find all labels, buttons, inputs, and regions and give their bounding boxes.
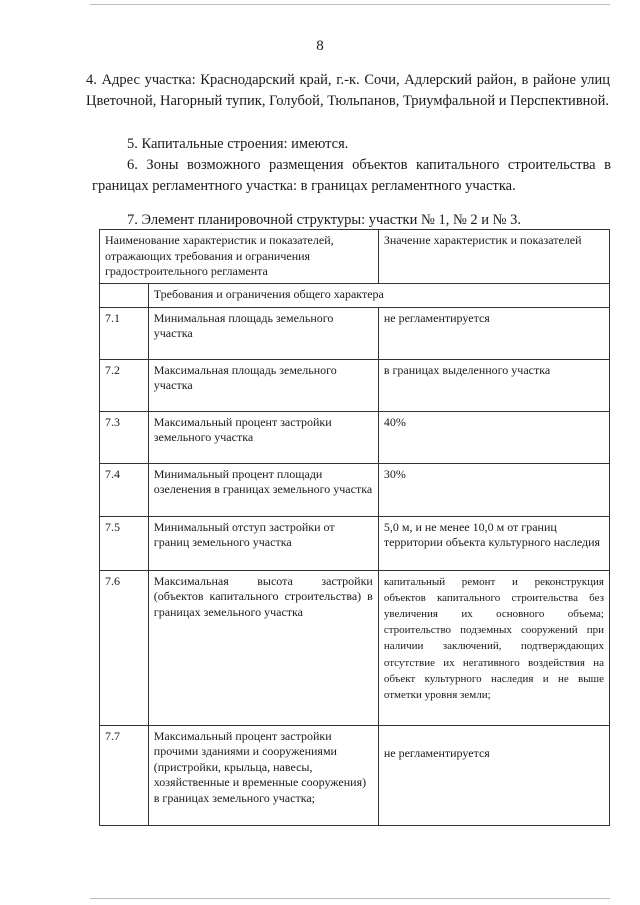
table-row [100, 725, 610, 825]
page-number: 8 [316, 38, 324, 54]
row-number: 7.6 [100, 570, 149, 725]
row-value: 30% [378, 463, 609, 516]
row-value: 40% [378, 411, 609, 463]
section-blank-cell [100, 283, 149, 307]
row-number: 7.3 [100, 411, 149, 463]
table-row [100, 359, 610, 411]
item-7-planning-element: 7. Элемент планировочной структуры: участки № 1, № 2 и № 3. [127, 212, 521, 228]
row-number: 7.5 [100, 516, 149, 570]
row-number: 7.7 [100, 725, 149, 825]
row-name: Минимальная площадь земельного участка [148, 307, 378, 359]
item-5-buildings: 5. Капитальные строения: имеются. [127, 136, 349, 152]
header-value-cell: Значение характеристик и показателей [378, 230, 609, 284]
header-name-cell: Наименование характеристик и показателей, отражающих требования и ограничения градостроительного регламента [100, 230, 379, 284]
table-header-row [100, 230, 610, 284]
row-value: 5,0 м, и не менее 10,0 м от границ территории объекта культурного наследия [378, 516, 609, 570]
section-title: Требования и ограничения общего характера [148, 283, 609, 307]
row-value: не регламентируется [378, 307, 609, 359]
regulation-table [99, 229, 610, 826]
table-row [100, 463, 610, 516]
row-number: 7.4 [100, 463, 149, 516]
table-row [100, 411, 610, 463]
row-name: Максимальная высота застройки (объектов капитального строительства) в границах земельного участка [148, 570, 378, 725]
scan-edge-top [90, 4, 610, 5]
row-name: Максимальный процент застройки земельного участка [148, 411, 378, 463]
row-number: 7.1 [100, 307, 149, 359]
row-name: Минимальный процент площади озеленения в границах земельного участка [148, 463, 378, 516]
row-name: Максимальная площадь земельного участка [148, 359, 378, 411]
section-row [100, 283, 610, 307]
table-row [100, 570, 610, 725]
table-row [100, 516, 610, 570]
scan-edge-bottom [90, 898, 610, 899]
row-name: Минимальный отступ застройки от границ земельного участка [148, 516, 378, 570]
row-value: не регламентируется [378, 725, 609, 825]
row-value: капитальный ремонт и реконструкция объектов капитального строительства без увеличения их основного объема; строительство подземных сооружений при наличии заключений, подтверждающих отсутствие их негативного воздействия на объект культурного наследия и не выше отметки уровня земли; [378, 570, 609, 725]
row-number: 7.2 [100, 359, 149, 411]
table-row [100, 307, 610, 359]
row-value: в границах выделенного участка [378, 359, 609, 411]
item-4-address: 4. Адрес участка: Краснодарский край, г.-к. Сочи, Адлерский район, в районе улиц Цветочной, Нагорный тупик, Голубой, Тюльпанов, Триумфальной и Перспективной. [86, 72, 610, 109]
item-6-zones: 6. Зоны возможного размещения объектов капитального строительства в границах регламентного участка: в границах регламентного участка. [92, 157, 611, 194]
row-name: Максимальный процент застройки прочими зданиями и сооружениями (пристройки, крыльца, навесы, хозяйственные и временные сооружения) в границах земельного участка; [148, 725, 378, 825]
